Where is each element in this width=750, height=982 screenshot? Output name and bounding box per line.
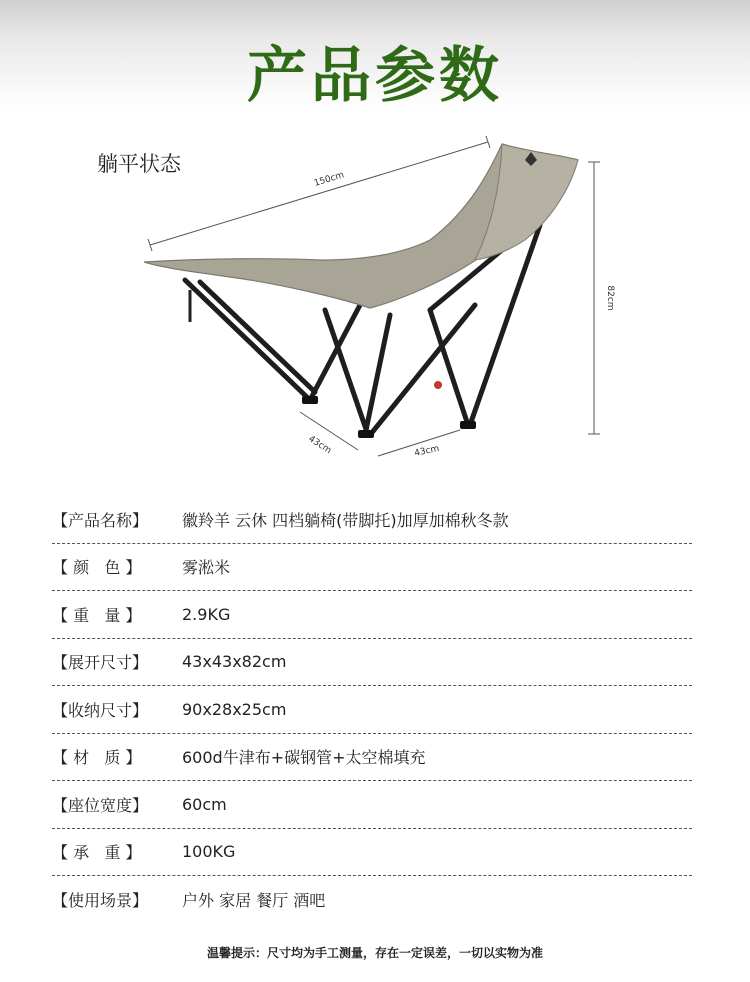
spec-label: 【座位宽度】	[52, 795, 149, 815]
height-dimension	[588, 162, 615, 434]
footer-note: 温馨提示：尺寸均为手工测量，存在一定误差，一切以实物为准	[206, 946, 543, 960]
width-dimension	[378, 430, 460, 459]
spec-value: 600d牛津布+碳钢管+太空棉填充	[182, 748, 426, 768]
product-figure	[130, 130, 620, 470]
spec-label: 【使用场景】	[52, 891, 149, 911]
spec-label: 【 承 重 】	[52, 843, 142, 863]
spec-row	[52, 781, 692, 829]
spec-row	[52, 734, 692, 782]
spec-value: 100KG	[182, 842, 236, 862]
spec-row	[52, 591, 692, 639]
spec-row	[52, 686, 692, 734]
spec-value: 60cm	[182, 794, 227, 814]
spec-value: 43x43x82cm	[182, 652, 287, 672]
chair-illustration	[130, 130, 620, 470]
height-label: 82cm	[605, 285, 615, 311]
spec-row	[52, 829, 692, 877]
spec-label: 【 重 量 】	[52, 605, 142, 625]
spec-table	[52, 496, 692, 924]
spec-row	[52, 544, 692, 592]
spec-label: 【 颜 色 】	[52, 558, 142, 578]
spec-row	[52, 496, 692, 544]
spec-label: 【展开尺寸】	[52, 653, 149, 673]
spec-row	[52, 639, 692, 687]
spec-value: 2.9KG	[182, 604, 231, 624]
width-label: 43cm	[413, 443, 441, 459]
spec-value: 雾淞米	[182, 558, 231, 578]
spec-label: 【收纳尺寸】	[52, 700, 149, 720]
spec-label: 【 材 质 】	[52, 748, 142, 768]
page-title: 产品参数	[247, 41, 503, 111]
spec-label: 【产品名称】	[52, 510, 149, 530]
depth-dimension	[300, 412, 358, 456]
spec-value: 徽羚羊 云休 四档躺椅(带脚托)加厚加棉秋冬款	[182, 510, 509, 530]
depth-label: 43cm	[306, 434, 333, 457]
spec-row	[52, 876, 692, 924]
state-label: 躺平状态	[97, 152, 181, 176]
spec-value: 90x28x25cm	[182, 699, 287, 719]
length-label: 150cm	[312, 170, 346, 189]
spec-value: 户外 家居 餐厅 酒吧	[182, 891, 326, 911]
